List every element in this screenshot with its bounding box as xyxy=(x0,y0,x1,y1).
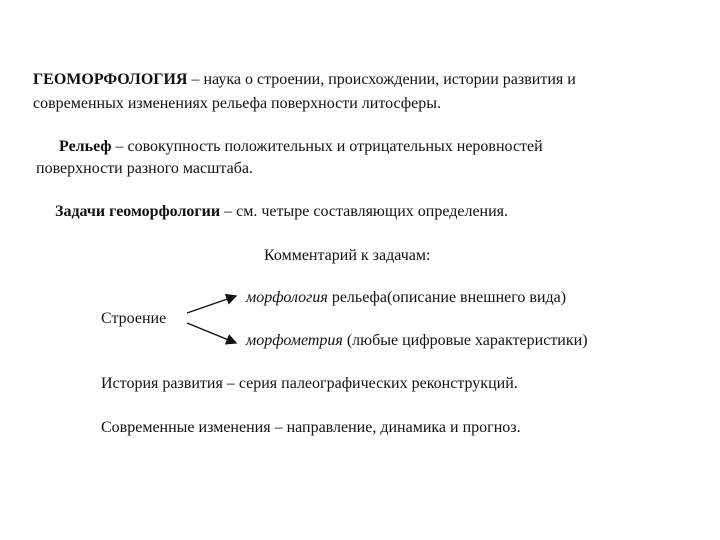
tasks-term: Задачи геоморфологии xyxy=(55,203,221,220)
morphometry-term: морфометрия xyxy=(246,332,343,349)
morphology-term: морфология xyxy=(246,289,328,306)
relief-definition-line2: поверхности разного масштаба. xyxy=(36,160,253,177)
history-line: История развития – серия палеографических реконструкций. xyxy=(101,375,518,392)
comment-heading: Комментарий к задачам: xyxy=(264,247,431,264)
morphometry-text: (любые цифровые характеристики) xyxy=(342,332,588,349)
morphology-text: рельефа(описание внешнего вида) xyxy=(327,289,567,306)
modern-changes-line: Современные изменения – направление, динамика и прогноз. xyxy=(101,419,521,436)
geomorphology-term: ГЕОМОРФОЛОГИЯ xyxy=(33,71,188,88)
geomorphology-definition-text: – наука о строении, происхождении, истории развития и xyxy=(187,71,576,88)
relief-term: Рельеф xyxy=(59,138,112,155)
arrow-to-morphology xyxy=(187,296,236,313)
relief-definition-text: – совокупность положительных и отрицательных неровностей xyxy=(111,138,543,155)
tasks-text: – см. четыре составляющих определения. xyxy=(220,203,509,220)
structure-label: Строение xyxy=(101,310,167,327)
geomorphology-definition-line2: современных изменениях рельефа поверхности литосферы. xyxy=(33,95,442,112)
arrow-to-morphometry xyxy=(187,323,236,343)
